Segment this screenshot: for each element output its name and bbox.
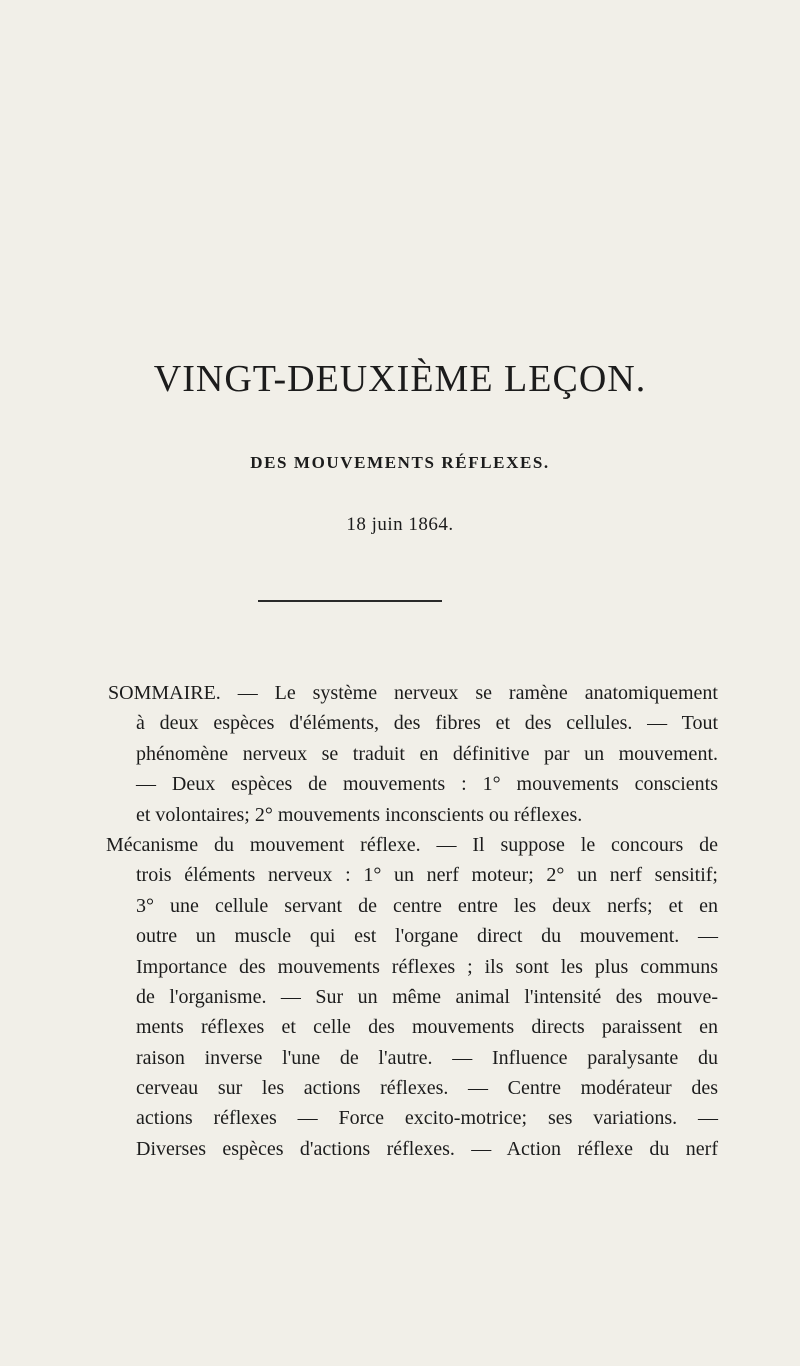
lesson-date: 18 juin 1864. (346, 514, 454, 535)
summary-line: de l'organisme. — Sur un même animal l'intensité des mouve- (136, 985, 718, 1008)
summary-line: trois éléments nerveux : 1° un nerf moteur; 2° un nerf sensitif; (136, 864, 718, 887)
lesson-subtitle: DES MOUVEMENTS RÉFLEXES. (250, 453, 550, 472)
summary-line: Diverses espèces d'actions réflexes. — Action réflexe du nerf (136, 1137, 718, 1160)
summary-paragraph (108, 678, 718, 1164)
summary-line: ments réflexes et celle des mouvements directs paraissent en (136, 1016, 718, 1039)
summary-line: raison inverse l'une de l'autre. — Influence paralysante du (136, 1046, 718, 1069)
summary-line: phénomène nerveux se traduit en définitive par un mouvement. (136, 742, 718, 765)
summary-line: Mécanisme du mouvement réflexe. — Il suppose le concours de (106, 833, 718, 856)
summary-line: — Deux espèces de mouvements : 1° mouvements conscients (136, 773, 718, 796)
summary-line: 3° une cellule servant de centre entre les deux nerfs; et en (136, 894, 718, 917)
summary-line: à deux espèces d'éléments, des fibres et des cellules. — Tout (136, 712, 718, 735)
separator-rule (258, 600, 442, 602)
summary-line: outre un muscle qui est l'organe direct du mouvement. — (136, 925, 718, 948)
summary-line: SOMMAIRE. — Le système nerveux se ramène anatomiquement (108, 682, 718, 704)
summary-line: Importance des mouvements réflexes ; ils sont les plus communs (136, 955, 718, 978)
summary-line: cerveau sur les actions réflexes. — Centre modérateur des (136, 1077, 718, 1100)
summary-line: et volontaires; 2° mouvements inconscients ou réflexes. (136, 803, 583, 826)
lesson-title: VINGT-DEUXIÈME LEÇON. (153, 358, 647, 400)
summary-line: actions réflexes — Force excito-motrice; ses variations. — (136, 1107, 718, 1130)
